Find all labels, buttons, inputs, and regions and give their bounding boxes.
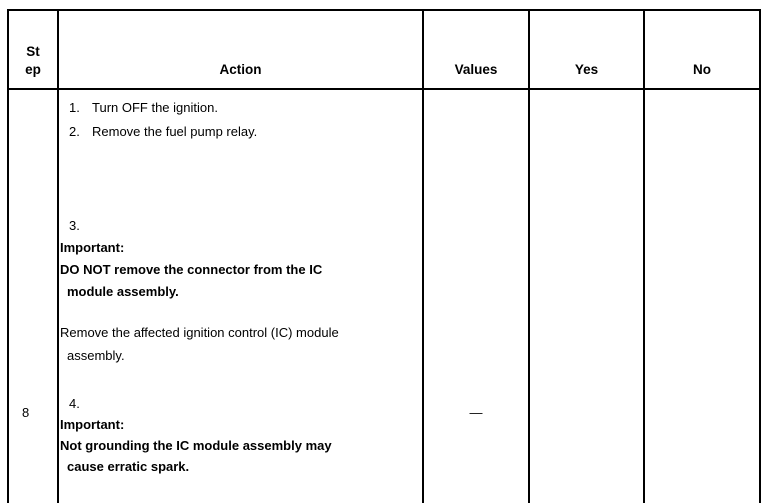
item-2-number: 2. — [69, 124, 80, 139]
item-1-number: 1. — [69, 100, 80, 115]
values-cell: — — [469, 405, 483, 420]
item-4-important-label: Important: — [60, 417, 125, 432]
item-3-important-label: Important: — [60, 240, 125, 255]
item-2-text: Remove the fuel pump relay. — [92, 124, 258, 139]
table-left-border — [7, 9, 9, 503]
item-4-number: 4. — [69, 396, 80, 411]
table-top-border — [7, 9, 761, 11]
header-action: Action — [219, 62, 262, 77]
item-3-important-line2: module assembly. — [67, 284, 179, 299]
column-divider-step — [57, 9, 59, 503]
item-3-important-line1: DO NOT remove the connector from the IC — [60, 262, 323, 277]
item-4-important-line1: Not grounding the IC module assembly may — [60, 438, 332, 453]
column-divider-action — [422, 9, 424, 503]
item-1-text: Turn OFF the ignition. — [92, 100, 218, 115]
header-no: No — [693, 62, 711, 77]
header-yes: Yes — [574, 62, 599, 77]
step-number: 8 — [22, 405, 30, 420]
header-bottom-border — [7, 88, 761, 90]
header-step-line2: ep — [25, 62, 41, 77]
item-3-text-line2: assembly. — [67, 348, 125, 363]
column-divider-yes — [643, 9, 645, 503]
table-right-border — [759, 9, 761, 503]
header-step-line1: St — [26, 44, 40, 59]
header-values: Values — [454, 62, 498, 77]
column-divider-values — [528, 9, 530, 503]
item-3-number: 3. — [69, 218, 80, 233]
item-4-important-line2: cause erratic spark. — [67, 459, 190, 474]
item-3-text-line1: Remove the affected ignition control (IC) module — [60, 325, 339, 340]
